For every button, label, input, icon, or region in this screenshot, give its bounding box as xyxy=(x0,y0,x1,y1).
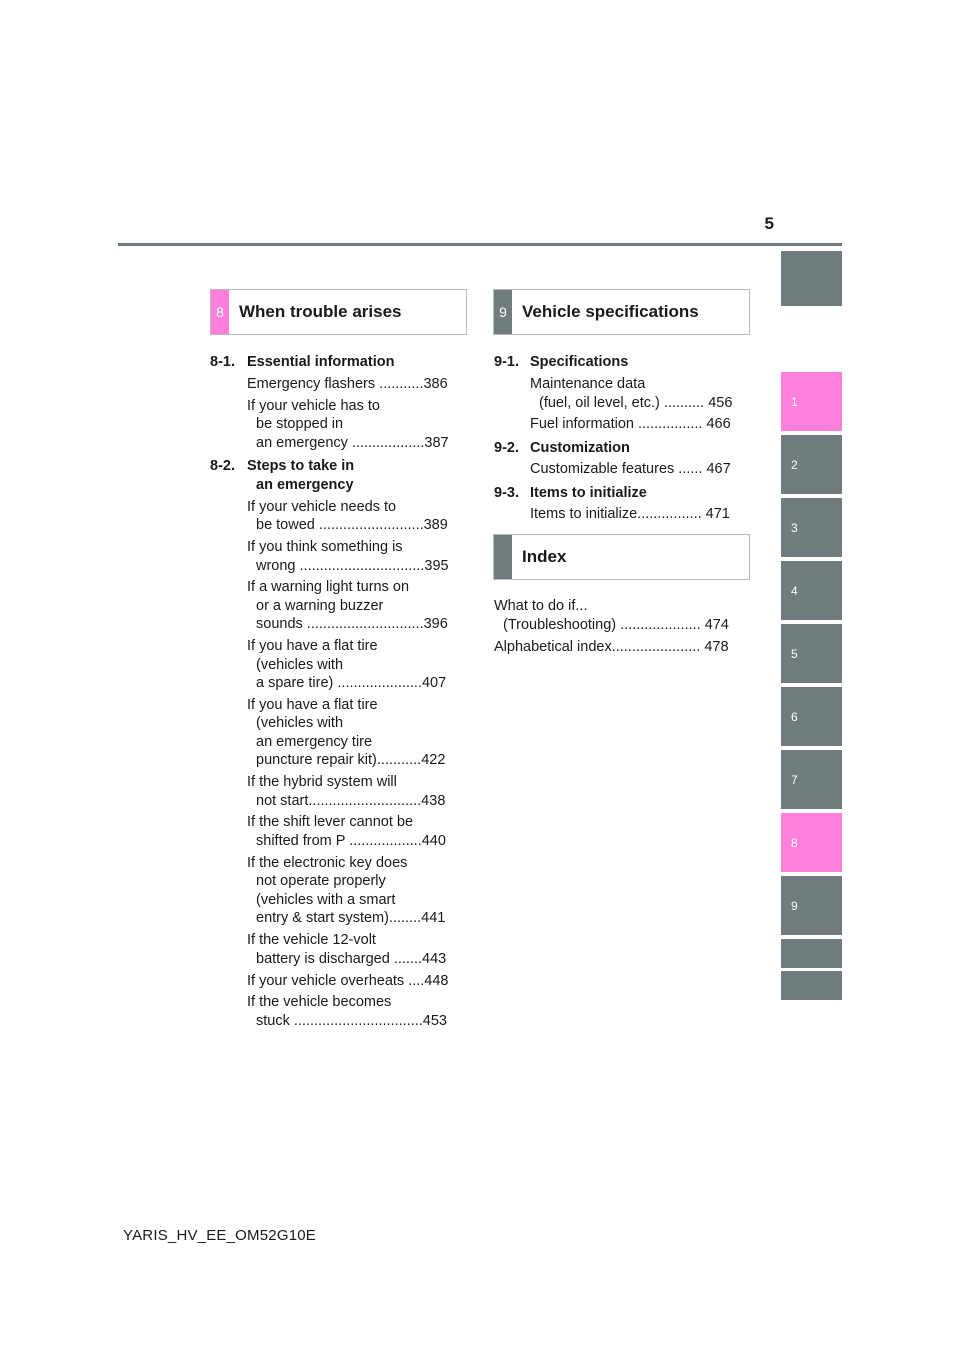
toc-entry[interactable]: battery is discharged .......443 xyxy=(256,951,447,967)
toc-entry[interactable]: (vehicles with xyxy=(256,715,344,731)
toc-entry[interactable]: If the hybrid system will xyxy=(247,774,397,790)
side-tab-blank[interactable] xyxy=(781,251,842,306)
toc-entry[interactable]: stuck ................................453 xyxy=(256,1013,447,1029)
section-title: Vehicle specifications xyxy=(522,302,699,321)
toc-subsection-number: 8-1. xyxy=(210,354,235,370)
toc-entry[interactable]: (fuel, oil level, etc.) .......... 456 xyxy=(539,395,733,411)
toc-entry[interactable]: Maintenance data xyxy=(530,376,646,392)
toc-entry[interactable]: Emergency flashers ...........386 xyxy=(247,376,448,392)
side-tab-blank[interactable] xyxy=(781,939,842,968)
toc-entry[interactable]: an emergency ..................387 xyxy=(256,435,449,451)
section-title: When trouble arises xyxy=(239,302,402,321)
toc-subsection-title[interactable]: Specifications xyxy=(530,354,629,370)
section-color-bar xyxy=(494,535,512,579)
section-number: 9 xyxy=(494,290,512,334)
toc-subsection-number: 9-1. xyxy=(494,354,519,370)
toc-entry[interactable]: Customizable features ...... 467 xyxy=(530,461,731,477)
toc-entry[interactable]: entry & start system)........441 xyxy=(256,910,446,926)
side-tab-3[interactable] xyxy=(781,498,842,557)
page-number: 5 xyxy=(764,214,774,233)
side-tab-7[interactable] xyxy=(781,750,842,809)
toc-entry[interactable]: Fuel information ................ 466 xyxy=(530,416,731,432)
toc-subsection-title[interactable]: Essential information xyxy=(247,354,395,370)
side-tab-label: 8 xyxy=(791,835,798,850)
side-tab-8[interactable] xyxy=(781,813,842,872)
side-tab-label: 3 xyxy=(791,520,798,535)
toc-entry[interactable]: or a warning buzzer xyxy=(256,598,384,614)
toc-entry[interactable]: If the vehicle becomes xyxy=(247,994,392,1010)
toc-entry[interactable]: Items to initialize................ 471 xyxy=(530,506,730,522)
side-tab-5[interactable] xyxy=(781,624,842,683)
side-tab-label: 9 xyxy=(791,898,798,913)
side-tab-4[interactable] xyxy=(781,561,842,620)
side-tab-6[interactable] xyxy=(781,687,842,746)
toc-entry[interactable]: If your vehicle needs to xyxy=(247,499,397,515)
side-tab-label: 5 xyxy=(791,646,798,661)
toc-entry[interactable]: a spare tire) .....................407 xyxy=(256,675,447,691)
side-tab-9[interactable] xyxy=(781,876,842,935)
toc-entry[interactable]: be towed ..........................389 xyxy=(256,517,448,533)
toc-entry[interactable]: (Troubleshooting) .................... 474 xyxy=(503,617,729,633)
section-number: 8 xyxy=(211,290,229,334)
toc-subsection-number: 9-2. xyxy=(494,440,519,456)
toc-entry[interactable]: (vehicles with a smart xyxy=(256,892,396,908)
toc-entry[interactable]: If a warning light turns on xyxy=(247,579,410,595)
toc-entry[interactable]: If the electronic key does xyxy=(247,855,408,871)
toc-entry[interactable]: sounds .............................396 xyxy=(256,616,448,632)
section-title: Index xyxy=(522,547,567,566)
toc-entry[interactable]: If the shift lever cannot be xyxy=(247,814,414,830)
toc-entry[interactable]: shifted from P ..................440 xyxy=(256,833,446,849)
toc-subsection-title[interactable]: an emergency xyxy=(256,477,354,493)
toc-subsection-number: 9-3. xyxy=(494,485,519,501)
section-header-specifications xyxy=(493,289,750,335)
header-rule xyxy=(118,243,842,246)
toc-entry[interactable]: What to do if... xyxy=(494,598,588,614)
side-tab-label: 4 xyxy=(791,583,798,598)
toc-entry[interactable]: If you think something is xyxy=(247,539,403,555)
toc-entry[interactable]: not start............................438 xyxy=(256,793,446,809)
toc-entry[interactable]: an emergency tire xyxy=(256,734,373,750)
toc-entry[interactable]: If the vehicle 12-volt xyxy=(247,932,376,948)
side-tab-2[interactable] xyxy=(781,435,842,494)
side-tab-1[interactable] xyxy=(781,372,842,431)
toc-entry[interactable]: If you have a flat tire xyxy=(247,697,378,713)
document-code: YARIS_HV_EE_OM52G10E xyxy=(123,1227,316,1244)
toc-entry[interactable]: puncture repair kit)...........422 xyxy=(256,752,446,768)
side-tab-label: 7 xyxy=(791,772,798,787)
toc-entry[interactable]: be stopped in xyxy=(256,416,344,432)
section-header-trouble xyxy=(210,289,467,335)
toc-entry[interactable]: wrong ...............................395 xyxy=(256,558,449,574)
side-tab-blank[interactable] xyxy=(781,971,842,1000)
toc-subsection-title[interactable]: Steps to take in xyxy=(247,458,355,474)
toc-subsection-number: 8-2. xyxy=(210,458,235,474)
side-tab-label: 2 xyxy=(791,457,798,472)
toc-entry[interactable]: (vehicles with xyxy=(256,657,344,673)
toc-subsection-title[interactable]: Items to initialize xyxy=(530,485,647,501)
side-tab-label: 6 xyxy=(791,709,798,724)
toc-entry[interactable]: If your vehicle overheats ....448 xyxy=(247,973,449,989)
section-header-index xyxy=(493,534,750,580)
toc-entry[interactable]: If you have a flat tire xyxy=(247,638,378,654)
toc-entry[interactable]: not operate properly xyxy=(256,873,386,889)
toc-subsection-title[interactable]: Customization xyxy=(530,440,630,456)
toc-entry[interactable]: Alphabetical index...................... 478 xyxy=(494,639,729,655)
toc-entry[interactable]: If your vehicle has to xyxy=(247,398,380,414)
side-tab-label: 1 xyxy=(791,394,798,409)
